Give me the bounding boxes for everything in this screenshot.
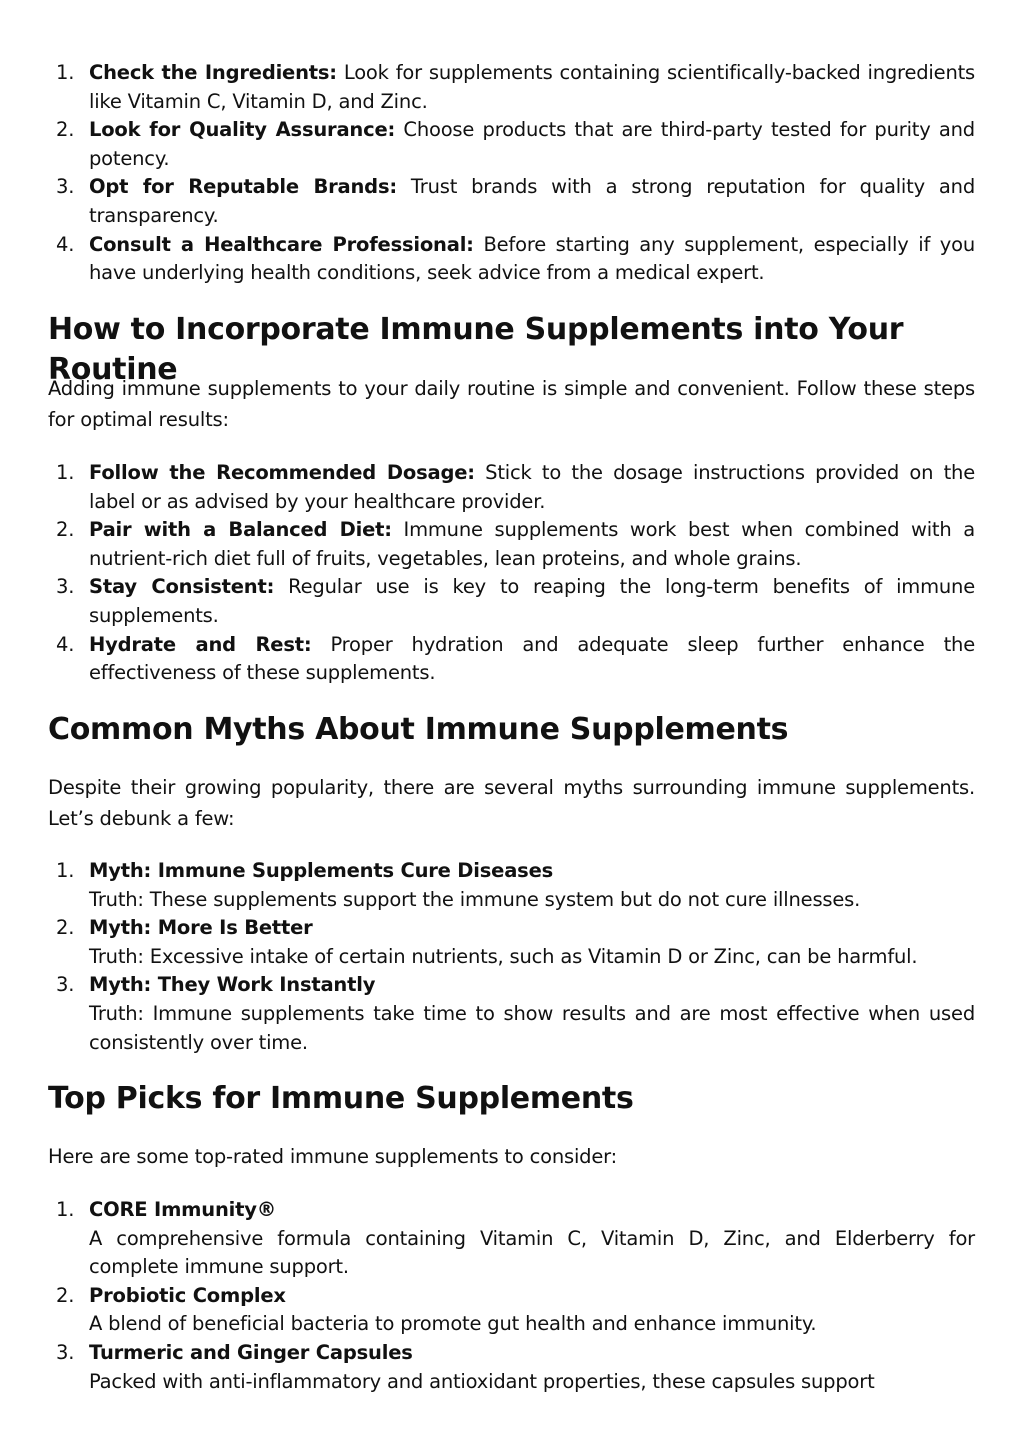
list-number: 1. xyxy=(56,859,75,882)
routine-intro: Adding immune supplements to your daily routine is simple and convenient. Follow these steps for optimal results: xyxy=(48,377,975,431)
list-term: Opt for Reputable Brands: xyxy=(89,175,397,199)
list-number: 1. xyxy=(56,461,75,484)
myth-title: Myth: They Work Instantly xyxy=(89,973,376,997)
buying-tips-section xyxy=(48,59,975,288)
picks-list-block xyxy=(48,1196,975,1396)
list-item xyxy=(48,631,975,688)
list-number: 3. xyxy=(56,575,75,599)
myths-intro: Despite their growing popularity, there are several myths surrounding immune supplements. Let’s debunk a few: xyxy=(48,776,975,830)
pick-title: Turmeric and Ginger Capsules xyxy=(89,1340,413,1364)
picks-heading: Top Picks for Immune Supplements xyxy=(48,1081,634,1116)
list-term: Look for Quality Assurance: xyxy=(89,118,396,142)
myths-section xyxy=(48,710,975,750)
list-text: Immune supplements work best when combined with a nutrient-rich diet full of fruits, vegetables, lean proteins, and whole grains. xyxy=(89,518,975,570)
list-number: 1. xyxy=(56,1198,75,1221)
list-text: Look for supplements containing scientifically-backed ingredients like Vitamin C, Vitamin D, and Zinc. xyxy=(89,61,976,113)
myth-truth: Truth: Excessive intake of certain nutrients, such as Vitamin D or Zinc, can be harmful. xyxy=(89,944,918,968)
list-item xyxy=(48,573,975,630)
list-item xyxy=(48,971,975,1057)
list-number: 2. xyxy=(56,118,75,142)
routine-heading: How to Incorporate Immune Supplements into Your Routine xyxy=(48,312,904,387)
list-item xyxy=(48,231,975,288)
pick-description: A blend of beneficial bacteria to promote gut health and enhance immunity. xyxy=(89,1312,817,1336)
list-item xyxy=(48,116,975,173)
list-item xyxy=(48,173,975,230)
list-item xyxy=(48,59,975,116)
myths-list xyxy=(48,857,975,1057)
list-text: Trust brands with a strong reputation for quality and transparency. xyxy=(89,175,975,227)
list-text: Regular use is key to reaping the long-term benefits of immune supplements. xyxy=(89,575,976,627)
pick-title: Probiotic Complex xyxy=(89,1283,286,1307)
list-number: 2. xyxy=(56,916,75,940)
routine-steps-list xyxy=(48,459,975,688)
list-term: Follow the Recommended Dosage: xyxy=(89,461,475,484)
list-item xyxy=(48,857,975,914)
pick-title: CORE Immunity® xyxy=(89,1198,277,1221)
list-text: Choose products that are third-party tested for purity and potency. xyxy=(89,118,975,170)
list-item xyxy=(48,1196,975,1282)
picks-list xyxy=(48,1196,975,1396)
list-item xyxy=(48,1339,975,1396)
pick-description: A comprehensive formula containing Vitamin C, Vitamin D, Zinc, and Elderberry for complete immune support. xyxy=(89,1226,975,1279)
myth-title: Myth: Immune Supplements Cure Diseases xyxy=(89,859,553,882)
picks-intro: Here are some top-rated immune supplements to consider: xyxy=(48,1145,617,1168)
list-number: 3. xyxy=(56,973,75,997)
list-term: Stay Consistent: xyxy=(89,575,275,599)
buying-tips-list xyxy=(48,59,975,288)
list-number: 4. xyxy=(56,632,75,656)
myth-truth: Truth: These supplements support the immune system but do not cure illnesses. xyxy=(89,887,861,911)
myth-title: Myth: More Is Better xyxy=(89,916,313,940)
myths-intro-block xyxy=(48,772,975,834)
picks-section xyxy=(48,1079,975,1119)
myths-list-block xyxy=(48,857,975,1057)
list-number: 3. xyxy=(56,175,75,199)
picks-intro-block xyxy=(48,1141,975,1172)
list-number: 2. xyxy=(56,518,75,542)
routine-intro-block xyxy=(48,373,975,435)
list-term: Consult a Healthcare Professional: xyxy=(89,232,474,256)
list-text: Stick to the dosage instructions provided on the label or as advised by your healthcare provider. xyxy=(89,461,976,513)
list-term: Pair with a Balanced Diet: xyxy=(89,518,392,542)
list-text: Before starting any supplement, especially if you have underlying health conditions, seek advice from a medical expert. xyxy=(89,232,976,285)
list-number: 3. xyxy=(56,1340,75,1364)
list-item xyxy=(48,1282,975,1339)
list-number: 1. xyxy=(56,61,75,84)
routine-steps-block xyxy=(48,459,975,688)
myth-truth: Truth: Immune supplements take time to show results and are most effective when used consistently over time. xyxy=(89,1001,975,1054)
list-term: Check the Ingredients: xyxy=(89,61,337,84)
list-number: 4. xyxy=(56,232,75,256)
list-item xyxy=(48,914,975,971)
list-term: Hydrate and Rest: xyxy=(89,632,312,656)
list-item xyxy=(48,516,975,573)
list-text: Proper hydration and adequate sleep further enhance the effectiveness of these supplements. xyxy=(89,632,975,685)
list-number: 2. xyxy=(56,1283,75,1307)
list-item xyxy=(48,459,975,516)
pick-description: Packed with anti-inflammatory and antioxidant properties, these capsules support xyxy=(89,1369,875,1393)
myths-heading: Common Myths About Immune Supplements xyxy=(48,712,789,747)
